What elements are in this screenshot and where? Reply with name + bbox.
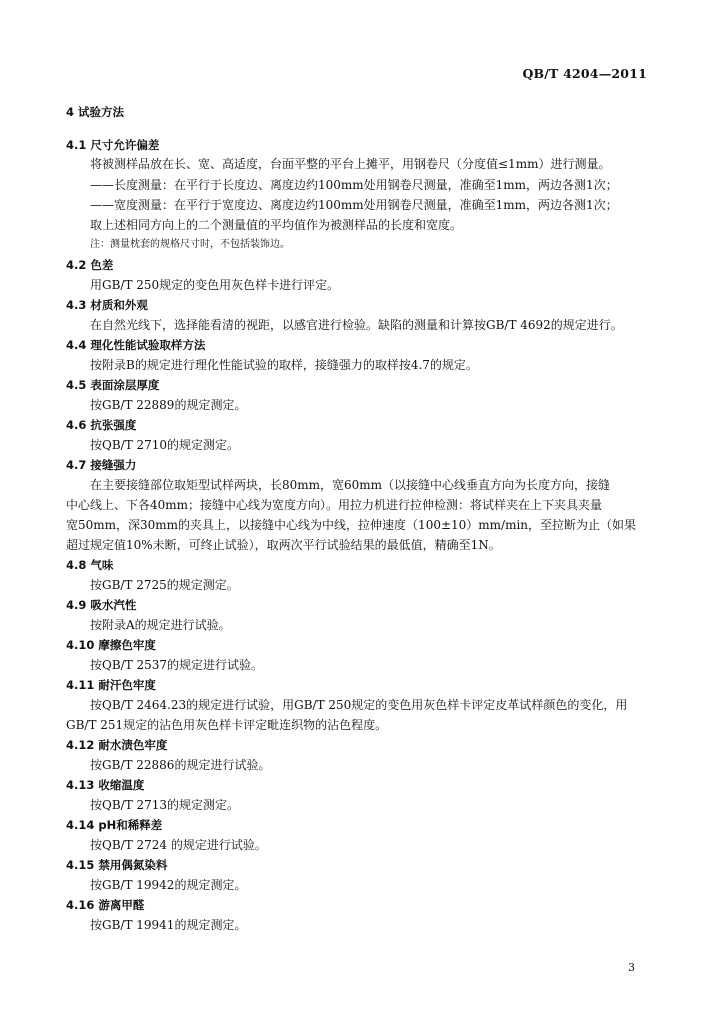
section-4-10-heading: 4.10 摩擦色牢度: [66, 638, 156, 652]
section-4-7-paragraph: 超过规定值10%未断，可终止试验），取两次平行试验结果的最低值，精确至1N。: [66, 538, 501, 552]
section-4-16-paragraph: 按GB/T 19941的规定测定。: [90, 918, 247, 932]
section-4-7-paragraph: 中心线上、下各40mm；接缝中心线为宽度方向）。用拉力机进行拉伸检测：将试样夹在上下夹具夹量: [66, 498, 603, 512]
section-4-14-paragraph: 按QB/T 2724 的规定进行试验。: [90, 838, 267, 852]
section-4-15-heading: 4.15 禁用偶氮染料: [66, 858, 168, 872]
section-4-6-paragraph: 按QB/T 2710的规定测定。: [90, 438, 240, 452]
section-4-3-paragraph: 在自然光线下，选择能看清的视距，以感官进行检验。缺陷的测量和计算按GB/T 4692的规定进行。: [90, 318, 623, 332]
section-4-2-heading: 4.2 色差: [66, 258, 114, 272]
section-4-heading: 4 试验方法: [66, 105, 125, 119]
section-4-8-paragraph: 按GB/T 2725的规定测定。: [90, 578, 239, 592]
section-4-8-heading: 4.8 气味: [66, 558, 114, 572]
section-4-11-paragraph: 按QB/T 2464.23的规定进行试验，用GB/T 250规定的变色用灰色样卡评定皮革试样颜色的变化，用: [90, 698, 628, 712]
section-4-11-paragraph: GB/T 251规定的沾色用灰色样卡评定毗连织物的沾色程度。: [66, 718, 388, 732]
section-4-2-paragraph: 用GB/T 250规定的变色用灰色样卡进行评定。: [90, 278, 340, 292]
section-4-5-paragraph: 按GB/T 22889的规定测定。: [90, 398, 247, 412]
section-4-10-paragraph: 按QB/T 2537的规定进行试验。: [90, 658, 264, 672]
section-4-5-heading: 4.5 表面涂层厚度: [66, 378, 160, 392]
section-4-13-paragraph: 按QB/T 2713的规定测定。: [90, 798, 240, 812]
standard-code-header: QB/T 4204—2011: [522, 66, 647, 81]
section-4-12-paragraph: 按GB/T 22886的规定进行试验。: [90, 758, 271, 772]
section-4-7-paragraph: 宽50mm，深30mm的夹具上，以接缝中心线为中线，拉伸速度（100±10）mm/min，至拉断为止（如果: [66, 518, 637, 532]
section-4-1-note: 注：测量枕套的规格尺寸时，不包括装饰边。: [90, 239, 290, 250]
section-4-9-paragraph: 按附录A的规定进行试验。: [90, 618, 231, 632]
section-4-4-paragraph: 按附录B的规定进行理化性能试验的取样，接缝强力的取样按4.7的规定。: [90, 358, 478, 372]
section-4-3-heading: 4.3 材质和外观: [66, 298, 148, 312]
section-4-1-paragraph: 将被测样品放在长、宽、高适度，台面平整的平台上摊平，用钢卷尺（分度值≤1mm）进行测量。: [90, 157, 611, 171]
page-number: 3: [628, 961, 635, 974]
section-4-4-heading: 4.4 理化性能试验取样方法: [66, 338, 206, 352]
section-4-9-heading: 4.9 吸水汽性: [66, 598, 137, 612]
section-4-1-paragraph: ——宽度测量：在平行于宽度边、离度边约100mm处用钢卷尺测量，准确至1mm，两边各测1次；: [90, 198, 618, 212]
section-4-1-paragraph: 取上述相同方向上的二个测量值的平均值作为被测样品的长度和宽度。: [90, 218, 463, 232]
section-4-14-heading: 4.14 pH和稀释差: [66, 818, 163, 832]
section-4-13-heading: 4.13 收缩温度: [66, 778, 145, 792]
section-4-6-heading: 4.6 抗张强度: [66, 418, 137, 432]
section-4-1-paragraph: ——长度测量：在平行于长度边、离度边约100mm处用钢卷尺测量，准确至1mm，两边各测1次；: [90, 178, 618, 192]
section-4-11-heading: 4.11 耐汗色牢度: [66, 678, 156, 692]
section-4-15-paragraph: 按GB/T 19942的规定测定。: [90, 878, 247, 892]
section-4-7-paragraph: 在主要接缝部位取矩型试样两块，长80mm，宽60mm（以接缝中心线垂直方向为长度方向，接缝: [90, 478, 611, 492]
section-4-1-heading: 4.1 尺寸允许偏差: [66, 138, 160, 152]
section-4-16-heading: 4.16 游离甲醛: [66, 898, 145, 912]
section-4-7-heading: 4.7 接缝强力: [66, 458, 137, 472]
section-4-12-heading: 4.12 耐水渍色牢度: [66, 738, 168, 752]
